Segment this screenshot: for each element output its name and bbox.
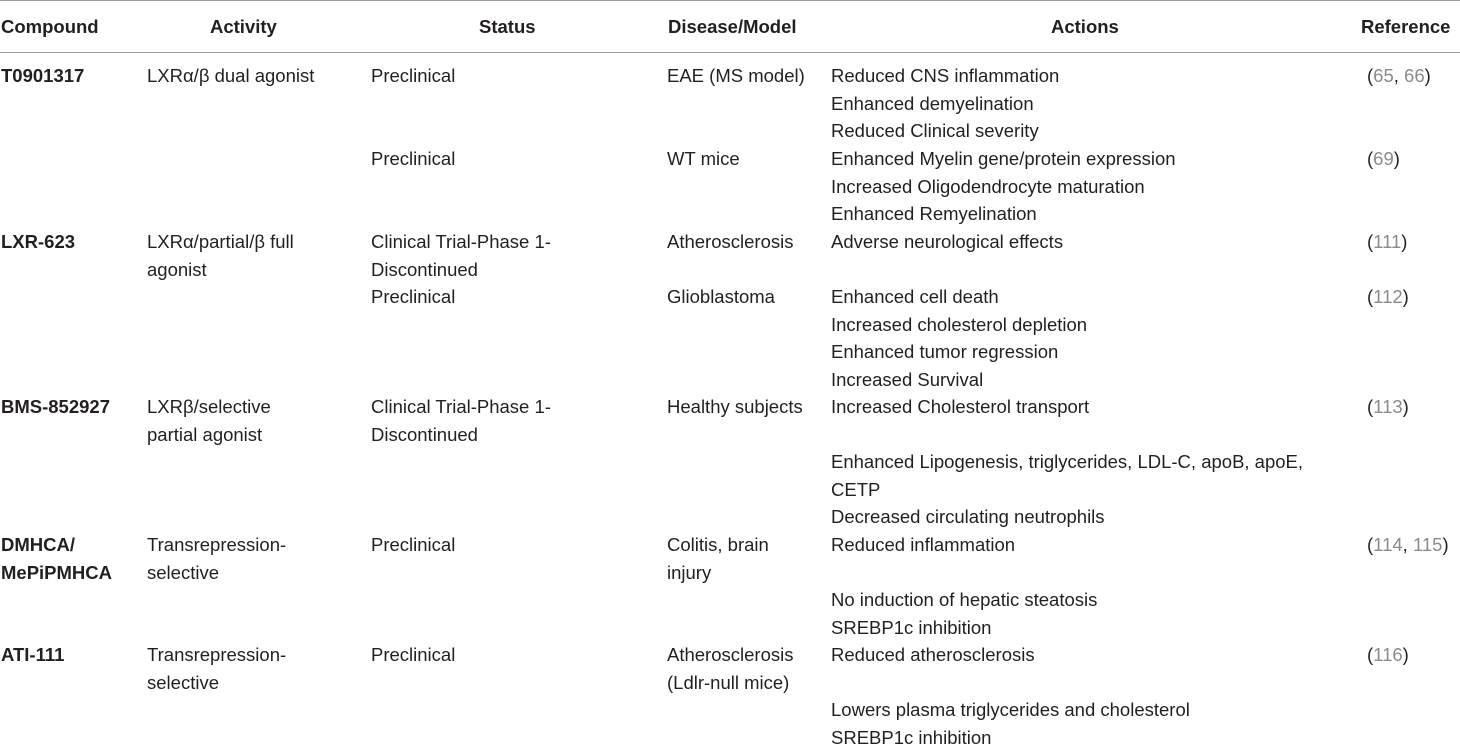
status-cell xyxy=(371,393,551,448)
actions-cell xyxy=(831,393,1089,421)
disease-cell xyxy=(667,393,803,421)
reference-link[interactable]: 69 xyxy=(1373,148,1394,169)
reference-cell: (113) xyxy=(1367,393,1409,421)
action-item: Enhanced cell death xyxy=(831,283,1087,311)
action-item: Decreased circulating neutrophils xyxy=(831,503,1303,531)
action-item: Enhanced Myelin gene/protein expression xyxy=(831,145,1176,173)
action-item: Adverse neurological effects xyxy=(831,228,1063,256)
action-item: SREBP1c inhibition xyxy=(831,724,1190,751)
activity-line: LXRβ/selective xyxy=(147,393,271,421)
action-item: Enhanced demyelination xyxy=(831,90,1059,118)
action-item: Enhanced Lipogenesis, triglycerides, LDL-C, apoB, apoE, xyxy=(831,448,1303,476)
actions-cell xyxy=(831,283,1087,393)
activity-line: selective xyxy=(147,669,286,697)
actions-cell xyxy=(831,228,1063,256)
disease-line: Colitis, brain xyxy=(667,531,769,559)
action-item: Lowers plasma triglycerides and cholesterol xyxy=(831,696,1190,724)
status-cell xyxy=(371,145,455,173)
status-cell xyxy=(371,283,455,311)
disease-cell xyxy=(667,531,769,586)
actions-cell xyxy=(831,586,1097,641)
status-line: Discontinued xyxy=(371,256,551,284)
reference-link[interactable]: 114 xyxy=(1373,534,1403,555)
reference-link[interactable]: 115 xyxy=(1413,534,1443,555)
activity-line: selective xyxy=(147,559,286,587)
actions-cell xyxy=(831,531,1015,559)
activity-cell xyxy=(147,641,286,696)
actions-cell xyxy=(831,448,1303,531)
activity-cell xyxy=(147,228,294,283)
actions-cell xyxy=(831,145,1176,228)
compound-cell: LXR-623 xyxy=(1,228,75,256)
status-line: Preclinical xyxy=(371,145,455,173)
disease-line: WT mice xyxy=(667,145,740,173)
reference-cell: (65, 66) xyxy=(1367,62,1431,90)
top-rule xyxy=(0,0,1460,1)
action-item: Increased Cholesterol transport xyxy=(831,393,1089,421)
disease-line: Atherosclerosis xyxy=(667,641,793,669)
status-cell xyxy=(371,62,455,90)
status-cell xyxy=(371,228,551,283)
activity-cell xyxy=(147,531,286,586)
reference-cell: (112) xyxy=(1367,283,1409,311)
actions-cell xyxy=(831,641,1035,669)
reference-link[interactable]: 111 xyxy=(1373,231,1401,252)
action-item: Enhanced Remyelination xyxy=(831,200,1176,228)
disease-line: Healthy subjects xyxy=(667,393,803,421)
compound-cell: BMS-852927 xyxy=(1,393,110,421)
activity-cell xyxy=(147,393,271,448)
reference-link[interactable]: 113 xyxy=(1373,396,1403,417)
disease-line: (Ldlr-null mice) xyxy=(667,669,793,697)
status-line: Preclinical xyxy=(371,283,455,311)
status-line: Preclinical xyxy=(371,62,455,90)
action-item: Increased Oligodendrocyte maturation xyxy=(831,173,1176,201)
action-item: Reduced atherosclerosis xyxy=(831,641,1035,669)
header-reference: Reference xyxy=(1361,13,1450,41)
action-item: Enhanced tumor regression xyxy=(831,338,1087,366)
status-line: Clinical Trial-Phase 1- xyxy=(371,393,551,421)
header-rule xyxy=(0,52,1460,53)
reference-link[interactable]: 116 xyxy=(1373,644,1403,665)
compound-cell xyxy=(1,531,112,586)
compound-cell: ATI-111 xyxy=(1,641,64,669)
disease-cell xyxy=(667,145,740,173)
activity-cell xyxy=(147,62,314,90)
status-line: Clinical Trial-Phase 1- xyxy=(371,228,551,256)
disease-line: Glioblastoma xyxy=(667,283,775,311)
status-line: Discontinued xyxy=(371,421,551,449)
activity-line: agonist xyxy=(147,256,294,284)
action-item: CETP xyxy=(831,476,1303,504)
status-cell xyxy=(371,531,455,559)
status-line: Preclinical xyxy=(371,641,455,669)
activity-line: partial agonist xyxy=(147,421,271,449)
compound-line: MePiPMHCA xyxy=(1,559,112,587)
disease-cell xyxy=(667,283,775,311)
disease-cell xyxy=(667,62,805,90)
header-disease-model: Disease/Model xyxy=(668,13,797,41)
disease-cell xyxy=(667,641,793,696)
reference-cell: (111) xyxy=(1367,228,1407,256)
header-status: Status xyxy=(479,13,536,41)
action-item: No induction of hepatic steatosis xyxy=(831,586,1097,614)
header-activity: Activity xyxy=(210,13,277,41)
disease-line: injury xyxy=(667,559,769,587)
activity-line: Transrepression- xyxy=(147,641,286,669)
status-line: Preclinical xyxy=(371,531,455,559)
reference-cell: (116) xyxy=(1367,641,1409,669)
actions-cell xyxy=(831,62,1059,145)
action-item: Increased cholesterol depletion xyxy=(831,311,1087,339)
action-item: Reduced Clinical severity xyxy=(831,117,1059,145)
reference-cell: (69) xyxy=(1367,145,1400,173)
header-actions: Actions xyxy=(1051,13,1119,41)
activity-line: LXRα/β dual agonist xyxy=(147,62,314,90)
status-cell xyxy=(371,641,455,669)
reference-link[interactable]: 66 xyxy=(1404,65,1425,86)
action-item: SREBP1c inhibition xyxy=(831,614,1097,642)
action-item: Increased Survival xyxy=(831,366,1087,394)
activity-line: LXRα/partial/β full xyxy=(147,228,294,256)
disease-line: Atherosclerosis xyxy=(667,228,793,256)
actions-cell xyxy=(831,696,1190,751)
disease-line: EAE (MS model) xyxy=(667,62,805,90)
disease-cell xyxy=(667,228,793,256)
activity-line: Transrepression- xyxy=(147,531,286,559)
compound-cell: T0901317 xyxy=(1,62,84,90)
reference-link[interactable]: 112 xyxy=(1373,286,1403,307)
reference-link[interactable]: 65 xyxy=(1373,65,1394,86)
action-item: Reduced CNS inflammation xyxy=(831,62,1059,90)
compound-line: DMHCA/ xyxy=(1,531,112,559)
action-item: Reduced inflammation xyxy=(831,531,1015,559)
header-compound: Compound xyxy=(1,13,99,41)
reference-cell: (114, 115) xyxy=(1367,531,1449,559)
